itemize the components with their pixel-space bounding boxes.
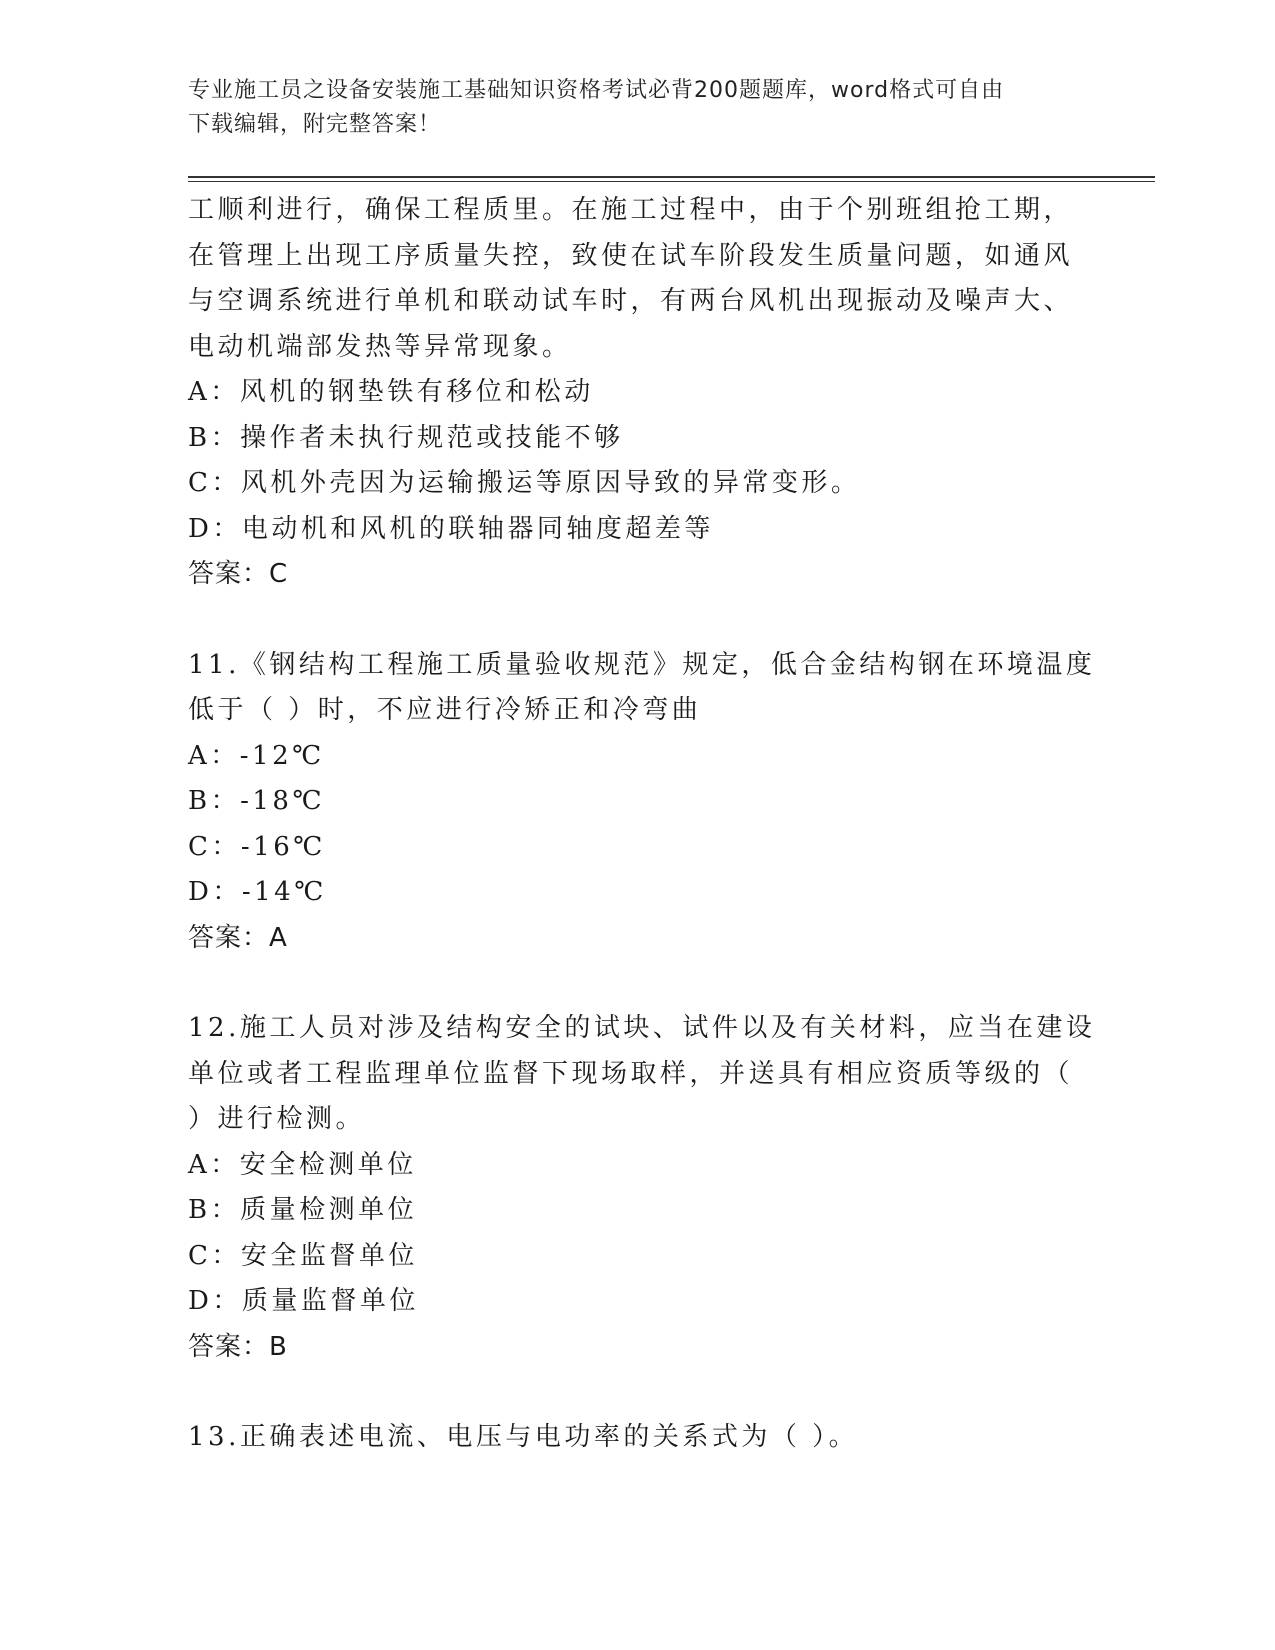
header-divider-thick (188, 176, 1155, 178)
question-10 (188, 188, 1088, 598)
header-divider-thin (188, 181, 1155, 182)
option-a: A：-12℃ (188, 740, 325, 771)
question-stem-line: 12.施工人员对涉及结构安全的试块、试件以及有关材料，应当在建设 (188, 1013, 1096, 1043)
spacer (188, 961, 1088, 1006)
answer-line: 答案：B (188, 1331, 288, 1362)
answer-line: 答案：C (188, 559, 289, 589)
spacer (188, 598, 1088, 643)
option-b: B：-18℃ (188, 786, 326, 816)
question-stem-line: 单位或者工程监理单位监督下现场取样，并送具有相应资质等级的（ (188, 1058, 1074, 1089)
spacer (188, 1370, 1088, 1415)
question-stem-line: 13.正确表述电流、电压与电功率的关系式为（ ）。 (188, 1422, 859, 1452)
answer-line: 答案：A (188, 922, 288, 953)
question-stem-line: 在管理上出现工序质量失控，致使在试车阶段发生质量问题，如通风 (188, 240, 1074, 271)
option-d: D：质量监督单位 (188, 1286, 419, 1316)
question-13 (188, 1415, 1088, 1461)
document-body (188, 188, 1096, 1461)
question-11 (188, 643, 1096, 962)
question-stem-line: 工顺利进行，确保工程质里。在施工过程中，由于个别班组抢工期， (188, 195, 1074, 225)
question-stem-line: 与空调系统进行单机和联动试车时，有两台风机出现振动及噪声大、 (188, 286, 1074, 316)
question-stem-line: 低于（ ）时，不应进行冷矫正和冷弯曲 (188, 695, 702, 725)
header-line-1: 专业施工员之设备安装施工基础知识资格考试必背200题题库，word格式可自由 (188, 78, 1005, 103)
option-d: D：电动机和风机的联轴器同轴度超差等 (188, 513, 714, 544)
option-a: A：安全检测单位 (188, 1149, 417, 1180)
question-stem-line: 11.《钢结构工程施工质量验收规范》规定，低合金结构钢在环境温度 (188, 649, 1096, 680)
question-12 (188, 1006, 1096, 1370)
option-c: C：-16℃ (188, 831, 326, 862)
option-a: A：风机的钢垫铁有移位和松动 (188, 377, 594, 407)
option-c: C：风机外壳因为运输搬运等原因导致的异常变形。 (188, 468, 861, 498)
option-c: C：安全监督单位 (188, 1240, 418, 1271)
option-b: B：操作者未执行规范或技能不够 (188, 422, 624, 453)
header-line-2: 下载编辑，附完整答案！ (188, 112, 442, 137)
question-stem-line: 电动机端部发热等异常现象。 (188, 331, 572, 362)
option-d: D：-14℃ (188, 877, 327, 907)
question-stem-line: ）进行检测。 (188, 1104, 366, 1134)
option-b: B：质量检测单位 (188, 1195, 418, 1225)
document-header (188, 74, 1068, 142)
